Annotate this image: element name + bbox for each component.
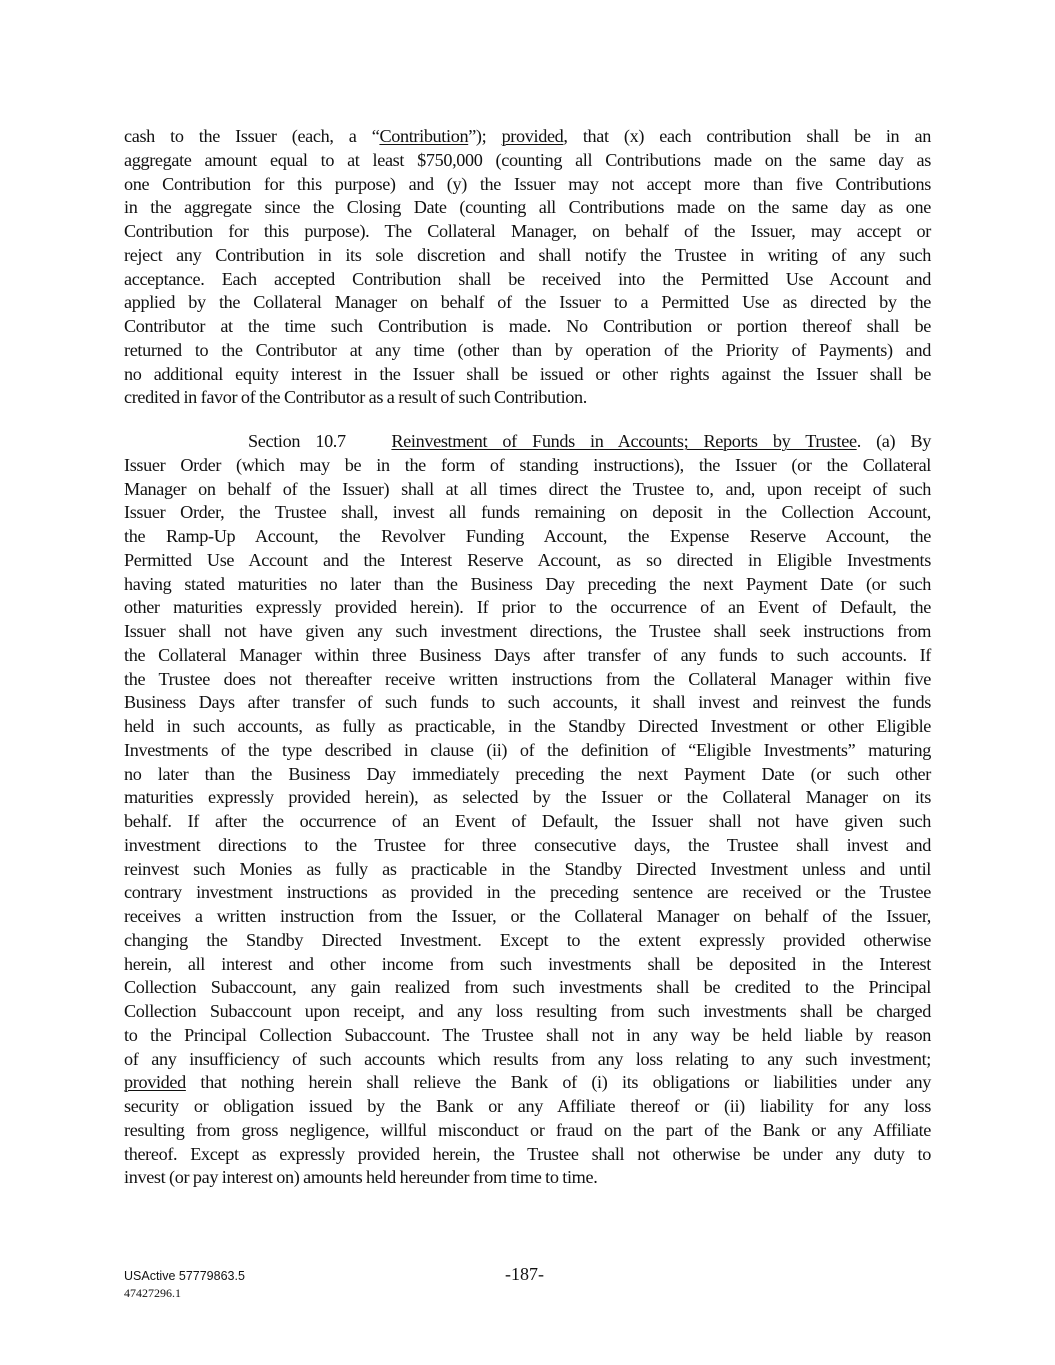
text-line: to the Principal Collection Subaccount. The Trustee shall not in any way be held liable by reason xyxy=(124,1024,931,1045)
text-line: in the aggregate since the Closing Date (counting all Contributions made on the same day as one xyxy=(124,197,931,218)
text-line: other maturities expressly provided herein). If prior to the occurrence of an Event of Default, the xyxy=(124,597,931,618)
text-line: Permitted Use Account and the Interest Reserve Account, as so directed in Eligible Investments xyxy=(124,549,931,570)
text-line: no additional equity interest in the Issuer shall be issued or other rights against the Issuer shall be xyxy=(124,363,931,384)
text-line: the Collateral Manager within three Business Days after transfer of any funds to such accounts. If xyxy=(124,644,931,665)
page-number: -187- xyxy=(505,1264,544,1284)
text-line: aggregate amount equal to at least $750,000 (counting all Contributions made on the same day as xyxy=(124,149,931,170)
text-line: the Trustee does not thereafter receive written instructions from the Collateral Manager within five xyxy=(124,668,931,689)
provided-term: provided xyxy=(501,126,564,146)
text-line: credited in favor of the Contributor as a result of such Contribution. xyxy=(124,387,587,408)
text-line: security or obligation issued by the Bank or any Affiliate thereof or (ii) liability for any loss xyxy=(124,1096,931,1116)
text-line: Contribution for this purpose). The Collateral Manager, on behalf of the Issuer, may accept or xyxy=(124,221,931,241)
text-line: thereof. Except as expressly provided herein, the Trustee shall not otherwise be under any duty to xyxy=(124,1143,931,1164)
text-line: receives a written instruction from the Issuer, or the Collateral Manager on behalf of the Issuer, xyxy=(124,906,931,926)
text-line: Issuer shall not have given any such investment directions, the Trustee shall seek instructions from xyxy=(124,621,931,641)
footer-doc-sub-id: 47427296.1 xyxy=(124,1286,181,1300)
text-line: one Contribution for this purpose) and (y) the Issuer may not accept more than five Contributions xyxy=(124,173,931,194)
text-line: reinvest such Monies as fully as practicable in the Standby Directed Investment unless and until xyxy=(124,858,931,879)
text-line: resulting from gross negligence, willful misconduct or fraud on the part of the Bank or any Affiliate xyxy=(124,1119,931,1140)
text-line: Issuer Order (which may be in the form of standing instructions), the Issuer (or the Collateral xyxy=(124,454,931,475)
text-line: contrary investment instructions as provided in the preceding sentence are received or the Trustee xyxy=(124,882,931,903)
section-10-7 xyxy=(124,430,931,1190)
text-line: no later than the Business Day immediately preceding the next Payment Date (or such other xyxy=(124,763,931,784)
text-line: Collection Subaccount, any gain realized from such investments shall be credited to the Principal xyxy=(124,977,931,998)
text-line: maturities expressly provided herein), as selected by the Issuer or the Collateral Manager on its xyxy=(124,787,931,808)
text-line: Issuer Order, the Trustee shall, invest all funds remaining on deposit in the Collection Account, xyxy=(124,502,931,523)
text-line: Investments of the type described in clause (ii) of the definition of “Eligible Investments” maturing xyxy=(124,739,931,760)
footer-doc-id: USActive 57779863.5 xyxy=(124,1269,245,1283)
section-number: Section 10.7 xyxy=(248,431,346,451)
text-line: invest (or pay interest on) amounts held hereunder from time to time. xyxy=(124,1167,598,1188)
text-line: herein, all interest and other income from such investments shall be deposited in the Interest xyxy=(124,953,931,974)
paragraph-contribution xyxy=(124,125,931,410)
text-line: having stated maturities no later than the Business Day preceding the next Payment Date (or such xyxy=(124,573,931,594)
section-heading: Reinvestment of Funds in Accounts; Reports by Trustee xyxy=(391,431,857,451)
text-line: reject any Contribution in its sole discretion and shall notify the Trustee in writing of any such xyxy=(124,244,931,265)
text-line: the Ramp-Up Account, the Revolver Funding Account, the Expense Reserve Account, the xyxy=(124,526,931,546)
defined-term-contribution: Contribution xyxy=(379,126,469,146)
text-line: acceptance. Each accepted Contribution shall be received into the Permitted Use Account and xyxy=(124,268,931,289)
text-line: Collection Subaccount upon receipt, and any loss resulting from such investments shall be charged xyxy=(124,1001,931,1021)
text-line: changing the Standby Directed Investment. Except to the extent expressly provided otherwise xyxy=(124,929,931,950)
text-line: applied by the Collateral Manager on behalf of the Issuer to a Permitted Use as directed by the xyxy=(124,292,931,313)
text-line: cash to the Issuer (each, a “Contribution”); provided, that (x) each contribution shall be in an xyxy=(124,126,931,146)
text-line: Contributor at the time such Contribution is made. No Contribution or portion thereof shall be xyxy=(124,316,931,336)
text-line: provided that nothing herein shall relieve the Bank of (i) its obligations or liabilities under any xyxy=(124,1072,931,1093)
text-line: held in such accounts, as fully as practicable, in the Standby Directed Investment or other Eligible xyxy=(124,716,931,736)
text-line: behalf. If after the occurrence of an Event of Default, the Issuer shall not have given such xyxy=(124,811,931,831)
text-line: returned to the Contributor at any time (other than by operation of the Priority of Payments) and xyxy=(124,339,931,360)
text-line: Manager on behalf of the Issuer) shall at all times direct the Trustee to, and, upon receipt of such xyxy=(124,478,931,499)
text-line: of any insufficiency of such accounts which results from any loss relating to any such investment; xyxy=(124,1048,931,1069)
text-line: Business Days after transfer of such funds to such accounts, it shall invest and reinvest the funds xyxy=(124,692,931,713)
provided-term: provided xyxy=(124,1072,186,1093)
text-line: investment directions to the Trustee for three consecutive days, the Trustee shall invest and xyxy=(124,834,931,855)
section-heading-line: Section 10.7 Reinvestment of Funds in Accounts; Reports by Trustee. (a) By xyxy=(248,431,931,451)
